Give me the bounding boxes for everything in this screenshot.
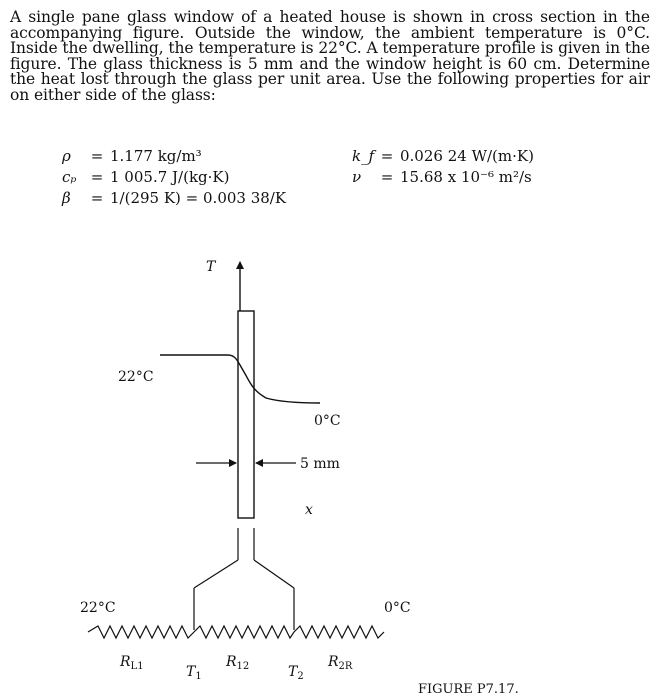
outside-temperature-label: 0°C — [314, 413, 341, 429]
node-t2-label: $T_2$ — [288, 664, 304, 682]
expansion-value: 1/(295 K) = 0.003 38/K — [110, 189, 287, 207]
specific-heat-value: 1 005.7 J/(kg·K) — [110, 168, 230, 186]
resistance-l1-label: $R_{L1}$ — [120, 654, 144, 672]
thickness-label: 5 mm — [300, 456, 340, 472]
density-value: 1.177 kg/m³ — [110, 147, 202, 165]
viscosity-symbol: ν — [352, 168, 362, 186]
resistance-2r-label: $R_{2R}$ — [328, 654, 353, 672]
conductivity-symbol: k_f — [352, 147, 375, 165]
expansion-symbol: β — [62, 189, 71, 207]
figure-caption: FIGURE P7.17. — [418, 682, 519, 697]
viscosity-value: 15.68 x 10⁻⁶ m²/s — [400, 168, 532, 186]
conductivity-value: 0.026 24 W/(m·K) — [400, 147, 534, 165]
property-density: ρ = 1.177 kg/m³ — [62, 147, 202, 165]
inside-temperature-label: 22°C — [118, 369, 154, 385]
resistance-12-label: $R_{12}$ — [226, 654, 250, 672]
density-symbol: ρ — [62, 147, 71, 165]
x-axis-label: x — [305, 502, 313, 518]
thermal-resistance-circuit — [88, 626, 384, 638]
leader-diag-right — [254, 560, 294, 588]
leader-diag-left — [194, 560, 238, 588]
problem-statement: A single pane glass window of a heated house is shown in cross section in the accompanying figure. Outside the window, the ambient temperature is 0°C. Inside the dwelling, the temperature is 22°C. A temperature profile is given in the figure. The glass thickness is 5 mm and the window height is 60 cm. Determine the heat lost through the glass per unit area. Use the following properties for air on either side of the glass: — [10, 8, 650, 104]
property-viscosity: ν = 15.68 x 10⁻⁶ m²/s — [352, 168, 532, 186]
temperature-axis-label: T — [206, 259, 216, 275]
circuit-outside-temperature: 0°C — [384, 600, 411, 616]
node-t1-label: $T_1$ — [186, 664, 202, 682]
glass-pane — [238, 311, 254, 518]
property-conductivity: k_f = 0.026 24 W/(m·K) — [352, 147, 534, 165]
property-specific-heat: cₚ = 1 005.7 J/(kg·K) — [62, 168, 230, 186]
circuit-inside-temperature: 22°C — [80, 600, 116, 616]
specific-heat-symbol: cₚ — [62, 168, 77, 186]
property-expansion: β = 1/(295 K) = 0.003 38/K — [62, 189, 287, 207]
